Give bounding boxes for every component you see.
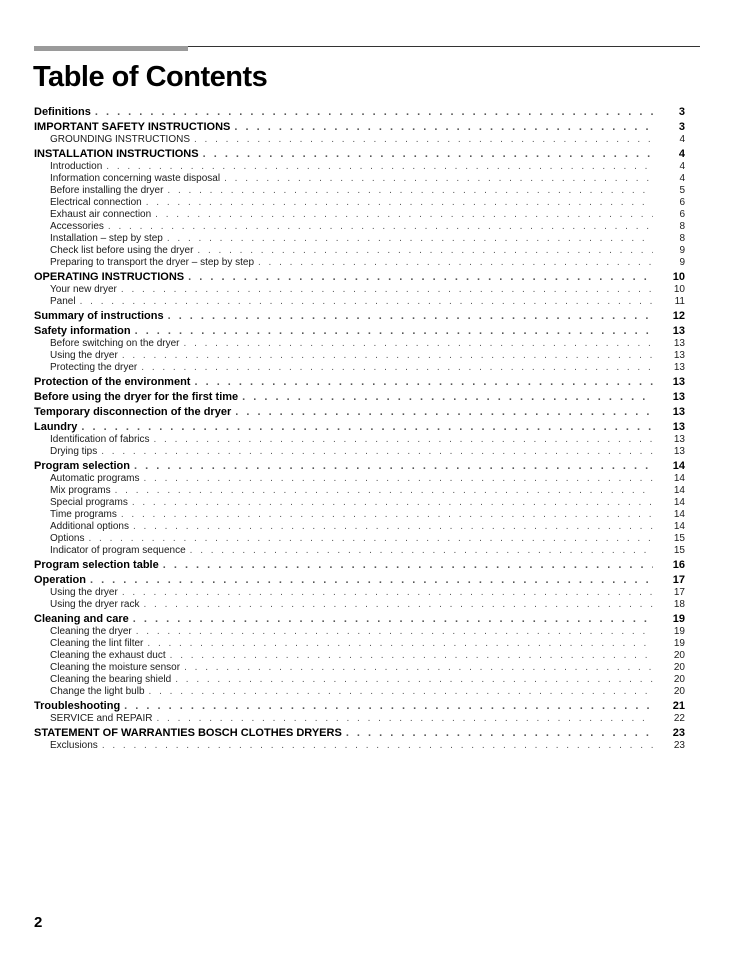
toc-entry-title: Introduction	[50, 161, 103, 172]
toc-entry-page-number: 6	[679, 209, 685, 220]
toc-entry-title: Indicator of program sequence	[50, 545, 186, 556]
toc-entry-title: SERVICE and REPAIR	[50, 713, 153, 724]
page-number: 2	[34, 914, 43, 931]
toc-entry-page-number: 20	[673, 662, 685, 673]
toc-entry-page-number: 8	[679, 221, 685, 232]
toc-subsection-entry[interactable]	[34, 713, 685, 725]
toc-section-entry[interactable]	[34, 726, 685, 740]
toc-entry-title: Check list before using the dryer	[50, 245, 194, 256]
toc-entry-page-number: 10	[672, 271, 685, 283]
toc-dot-leader	[121, 509, 653, 521]
toc-section-entry[interactable]	[34, 558, 685, 572]
toc-subsection-entry[interactable]	[34, 446, 685, 458]
toc-subsection-entry[interactable]	[34, 221, 685, 233]
toc-entry-title: Program selection	[34, 460, 130, 472]
toc-entry-page-number: 15	[673, 533, 685, 544]
toc-entry-title: Before installing the dryer	[50, 185, 164, 196]
toc-entry-title: Cleaning and care	[34, 613, 129, 625]
toc-dot-leader	[155, 209, 653, 221]
toc-dot-leader	[167, 185, 653, 197]
toc-entry-page-number: 20	[673, 686, 685, 697]
toc-dot-leader	[194, 375, 653, 389]
toc-entry-page-number: 19	[673, 626, 685, 637]
toc-entry-page-number: 13	[672, 406, 685, 418]
toc-entry-page-number: 17	[672, 574, 685, 586]
toc-entry-page-number: 10	[673, 284, 685, 295]
toc-entry-title: Drying tips	[50, 446, 98, 457]
toc-entry-page-number: 14	[673, 473, 685, 484]
toc-dot-leader	[132, 497, 653, 509]
header-accent-bar	[34, 46, 188, 51]
toc-section-entry[interactable]	[34, 270, 685, 284]
toc-entry-title: Cleaning the lint filter	[50, 638, 144, 649]
toc-subsection-entry[interactable]	[34, 350, 685, 362]
toc-entry-title: Cleaning the moisture sensor	[50, 662, 181, 673]
toc-subsection-entry[interactable]	[34, 233, 685, 245]
toc-entry-page-number: 4	[679, 161, 685, 172]
table-of-contents	[34, 104, 685, 752]
toc-section-entry[interactable]	[34, 459, 685, 473]
toc-entry-page-number: 14	[673, 485, 685, 496]
toc-dot-leader	[122, 350, 653, 362]
toc-entry-title: Change the light bulb	[50, 686, 145, 697]
toc-subsection-entry[interactable]	[34, 284, 685, 296]
toc-entry-title: Identification of fabrics	[50, 434, 150, 445]
toc-section-entry[interactable]	[34, 105, 685, 119]
toc-entry-page-number: 9	[679, 257, 685, 268]
toc-entry-page-number: 12	[672, 310, 685, 322]
toc-entry-title: Definitions	[34, 106, 91, 118]
toc-subsection-entry[interactable]	[34, 509, 685, 521]
toc-subsection-entry[interactable]	[34, 533, 685, 545]
toc-entry-title: Panel	[50, 296, 76, 307]
toc-entry-title: Summary of instructions	[34, 310, 164, 322]
toc-section-entry[interactable]	[34, 375, 685, 389]
toc-dot-leader	[134, 459, 653, 473]
toc-subsection-entry[interactable]	[34, 209, 685, 221]
toc-entry-page-number: 13	[672, 376, 685, 388]
toc-entry-page-number: 23	[672, 727, 685, 739]
toc-entry-title: Using the dryer	[50, 350, 118, 361]
toc-subsection-entry[interactable]	[34, 599, 685, 611]
toc-subsection-entry[interactable]	[34, 134, 685, 146]
toc-dot-leader	[234, 120, 653, 134]
toc-subsection-entry[interactable]	[34, 497, 685, 509]
toc-subsection-entry[interactable]	[34, 362, 685, 374]
toc-dot-leader	[124, 699, 653, 713]
toc-dot-leader	[346, 726, 653, 740]
toc-section-entry[interactable]	[34, 309, 685, 323]
page-title: Table of Contents	[33, 61, 268, 93]
toc-dot-leader	[101, 446, 653, 458]
toc-entry-page-number: 14	[673, 497, 685, 508]
toc-dot-leader	[136, 626, 653, 638]
toc-dot-leader	[175, 674, 653, 686]
toc-dot-leader	[154, 434, 654, 446]
toc-dot-leader	[258, 257, 653, 269]
toc-section-entry[interactable]	[34, 612, 685, 626]
toc-subsection-entry[interactable]	[34, 245, 685, 257]
toc-dot-leader	[194, 134, 653, 146]
toc-section-entry[interactable]	[34, 324, 685, 338]
toc-dot-leader	[203, 147, 653, 161]
toc-entry-title: STATEMENT OF WARRANTIES BOSCH CLOTHES DRYERS	[34, 727, 342, 739]
toc-entry-title: Before switching on the dryer	[50, 338, 180, 349]
toc-entry-page-number: 3	[678, 106, 685, 118]
toc-dot-leader	[242, 390, 653, 404]
toc-entry-page-number: 19	[672, 613, 685, 625]
toc-entry-page-number: 23	[673, 740, 685, 751]
toc-entry-page-number: 9	[679, 245, 685, 256]
toc-entry-title: Additional options	[50, 521, 129, 532]
toc-entry-title: INSTALLATION INSTRUCTIONS	[34, 148, 199, 160]
toc-subsection-entry[interactable]	[34, 185, 685, 197]
toc-dot-leader	[163, 558, 653, 572]
toc-subsection-entry[interactable]	[34, 626, 685, 638]
toc-entry-page-number: 4	[679, 134, 685, 145]
toc-subsection-entry[interactable]	[34, 587, 685, 599]
toc-entry-title: Preparing to transport the dryer – step by step	[50, 257, 254, 268]
toc-entry-title: Protection of the environment	[34, 376, 191, 388]
toc-entry-page-number: 14	[673, 509, 685, 520]
toc-entry-page-number: 15	[673, 545, 685, 556]
toc-entry-page-number: 19	[673, 638, 685, 649]
toc-dot-leader	[133, 612, 653, 626]
toc-entry-page-number: 17	[673, 587, 685, 598]
toc-dot-leader	[184, 662, 653, 674]
toc-entry-page-number: 20	[673, 650, 685, 661]
toc-subsection-entry[interactable]	[34, 485, 685, 497]
toc-entry-page-number: 13	[673, 434, 685, 445]
toc-subsection-entry[interactable]	[34, 521, 685, 533]
toc-dot-leader	[133, 521, 653, 533]
toc-dot-leader	[168, 309, 653, 323]
toc-dot-leader	[108, 221, 653, 233]
toc-section-entry[interactable]	[34, 405, 685, 419]
toc-entry-title: Accessories	[50, 221, 104, 232]
toc-entry-page-number: 18	[673, 599, 685, 610]
toc-entry-page-number: 13	[672, 391, 685, 403]
toc-subsection-entry[interactable]	[34, 662, 685, 674]
toc-entry-title: Electrical connection	[50, 197, 142, 208]
toc-subsection-entry[interactable]	[34, 296, 685, 308]
toc-entry-page-number: 4	[678, 148, 685, 160]
toc-entry-title: Before using the dryer for the first time	[34, 391, 239, 403]
toc-entry-page-number: 6	[679, 197, 685, 208]
toc-section-entry[interactable]	[34, 147, 685, 161]
toc-entry-title: Cleaning the exhaust duct	[50, 650, 166, 661]
toc-section-entry[interactable]	[34, 390, 685, 404]
toc-entry-page-number: 22	[673, 713, 685, 724]
toc-entry-title: Installation – step by step	[50, 233, 163, 244]
toc-entry-page-number: 20	[673, 674, 685, 685]
toc-section-entry[interactable]	[34, 420, 685, 434]
toc-subsection-entry[interactable]	[34, 338, 685, 350]
toc-entry-title: IMPORTANT SAFETY INSTRUCTIONS	[34, 121, 231, 133]
toc-dot-leader	[95, 105, 653, 119]
toc-dot-leader	[80, 296, 653, 308]
toc-dot-leader	[156, 713, 653, 725]
toc-dot-leader	[102, 740, 653, 752]
toc-entry-title: Special programs	[50, 497, 128, 508]
toc-dot-leader	[135, 324, 653, 338]
toc-entry-title: Laundry	[34, 421, 78, 433]
toc-dot-leader	[143, 473, 653, 485]
toc-dot-leader	[235, 405, 653, 419]
toc-dot-leader	[122, 587, 653, 599]
toc-entry-page-number: 13	[673, 350, 685, 361]
toc-subsection-entry[interactable]	[34, 257, 685, 269]
toc-subsection-entry[interactable]	[34, 686, 685, 698]
toc-subsection-entry[interactable]	[34, 161, 685, 173]
toc-dot-leader	[190, 545, 653, 557]
toc-section-entry[interactable]	[34, 699, 685, 713]
toc-entry-page-number: 11	[674, 296, 685, 307]
toc-entry-page-number: 13	[673, 362, 685, 373]
toc-dot-leader	[149, 686, 653, 698]
toc-section-entry[interactable]	[34, 573, 685, 587]
toc-entry-title: Your new dryer	[50, 284, 117, 295]
toc-subsection-entry[interactable]	[34, 473, 685, 485]
toc-dot-leader	[90, 573, 653, 587]
toc-subsection-entry[interactable]	[34, 674, 685, 686]
toc-dot-leader	[188, 270, 653, 284]
toc-entry-title: Exclusions	[50, 740, 98, 751]
toc-entry-page-number: 8	[679, 233, 685, 244]
toc-dot-leader	[146, 197, 653, 209]
toc-dot-leader	[81, 420, 653, 434]
toc-dot-leader	[141, 362, 653, 374]
toc-entry-page-number: 16	[672, 559, 685, 571]
toc-entry-title: Operation	[34, 574, 86, 586]
toc-dot-leader	[224, 173, 653, 185]
toc-section-entry[interactable]	[34, 120, 685, 134]
toc-entry-page-number: 3	[678, 121, 685, 133]
toc-entry-title: Automatic programs	[50, 473, 140, 484]
toc-entry-page-number: 13	[672, 325, 685, 337]
toc-dot-leader	[143, 599, 653, 611]
toc-entry-title: Troubleshooting	[34, 700, 121, 712]
toc-entry-page-number: 13	[673, 338, 685, 349]
toc-entry-title: Mix programs	[50, 485, 111, 496]
toc-entry-title: Temporary disconnection of the dryer	[34, 406, 232, 418]
toc-entry-page-number: 14	[672, 460, 685, 472]
toc-entry-title: Program selection table	[34, 559, 159, 571]
toc-subsection-entry[interactable]	[34, 650, 685, 662]
toc-dot-leader	[121, 284, 653, 296]
toc-dot-leader	[115, 485, 653, 497]
toc-dot-leader	[88, 533, 653, 545]
toc-subsection-entry[interactable]	[34, 740, 685, 752]
toc-entry-title: Time programs	[50, 509, 117, 520]
toc-dot-leader	[170, 650, 653, 662]
toc-dot-leader	[197, 245, 653, 257]
toc-entry-title: Information concerning waste disposal	[50, 173, 221, 184]
toc-subsection-entry[interactable]	[34, 638, 685, 650]
toc-entry-page-number: 13	[672, 421, 685, 433]
toc-dot-leader	[106, 161, 653, 173]
toc-dot-leader	[184, 338, 653, 350]
toc-entry-page-number: 13	[673, 446, 685, 457]
toc-entry-page-number: 21	[672, 700, 685, 712]
toc-subsection-entry[interactable]	[34, 197, 685, 209]
toc-subsection-entry[interactable]	[34, 545, 685, 557]
toc-entry-title: Options	[50, 533, 85, 544]
toc-entry-title: Using the dryer rack	[50, 599, 140, 610]
toc-dot-leader	[167, 233, 653, 245]
toc-entry-title: Cleaning the bearing shield	[50, 674, 172, 685]
toc-entry-title: Exhaust air connection	[50, 209, 152, 220]
toc-entry-page-number: 14	[673, 521, 685, 532]
toc-entry-title: GROUNDING INSTRUCTIONS	[50, 134, 190, 145]
toc-entry-title: Using the dryer	[50, 587, 118, 598]
toc-entry-page-number: 4	[679, 173, 685, 184]
toc-entry-page-number: 5	[679, 185, 685, 196]
toc-entry-title: Protecting the dryer	[50, 362, 138, 373]
toc-subsection-entry[interactable]	[34, 434, 685, 446]
toc-entry-title: OPERATING INSTRUCTIONS	[34, 271, 185, 283]
toc-entry-title: Cleaning the dryer	[50, 626, 132, 637]
toc-dot-leader	[147, 638, 653, 650]
toc-subsection-entry[interactable]	[34, 173, 685, 185]
toc-entry-title: Safety information	[34, 325, 131, 337]
